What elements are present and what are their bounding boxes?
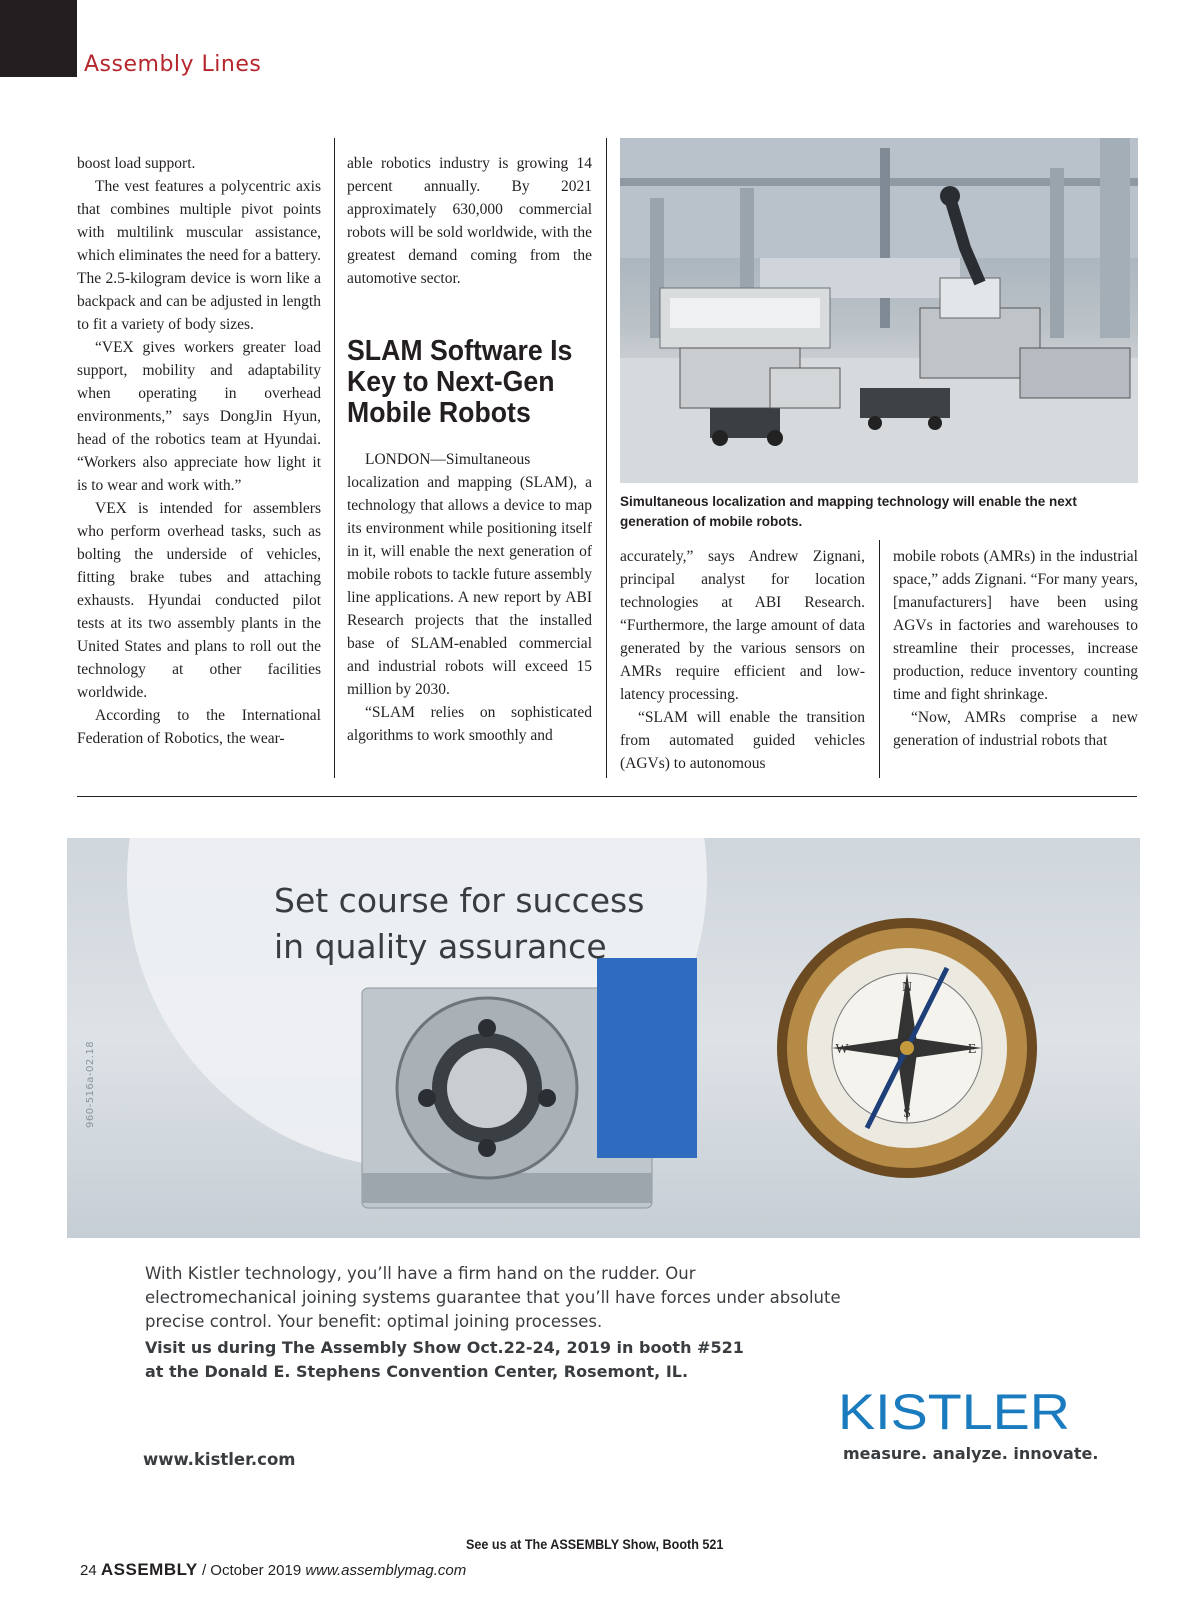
paragraph: able robotics industry is growing 14 percent annually. By 2021 approximately 630,000 commercial robots will be sold worldwide, with the greatest demand coming from the automotive sector. <box>347 155 592 287</box>
ad-headline <box>274 878 644 970</box>
magazine-website[interactable]: www.assemblymag.com <box>305 1562 467 1579</box>
article-column-3 <box>620 545 865 775</box>
paragraph: “Now, AMRs comprise a new generation of industrial robots that <box>893 709 1138 749</box>
photo-caption: Simultaneous localization and mapping technology will enable the next generation of mobile robots. <box>620 494 1077 529</box>
paragraph: LONDON—Simultaneous localization and mapping (SLAM), a technology that allows a device to map its environment while positioning itself in it, will enable the next generation of mobile robots to tackle future assembly line applications. A new report by ABI Research projects that the installed base of SLAM-enabled commercial and industrial robots will exceed 15 million by 2030. <box>347 451 592 698</box>
ad-body-text: With Kistler technology, you’ll have a firm hand on the rudder. Our electromechanical joining systems guarantee that you’ll have forces under absolute precise control. Your benefit: optimal joining processes. <box>145 1264 841 1331</box>
article-column-4 <box>893 545 1138 752</box>
paragraph: mobile robots (AMRs) in the industrial space,” adds Zignani. “For many years, [manufacturers] have been using AGVs in factories and warehouses to streamline their processes, increase production, reduce inventory counting time and fight shrinkage. <box>893 548 1138 703</box>
ad-visit-line: Visit us during The Assembly Show Oct.22-24, 2019 in booth #521 <box>145 1338 744 1357</box>
column-rule <box>879 540 880 778</box>
compass-south-label: S <box>903 1106 911 1121</box>
compass-west-label: W <box>835 1042 849 1057</box>
article-column-2 <box>347 152 592 290</box>
paragraph: boost load support. <box>77 155 196 172</box>
ad-headline-line: in quality assurance <box>274 927 607 966</box>
section-title: Assembly Lines <box>84 52 262 77</box>
section-divider <box>77 796 1137 797</box>
ad-visit-info <box>145 1336 845 1384</box>
paragraph: The vest features a polycentric axis that combines multiple pivot points with multilink muscular assistance, which eliminates the need for a battery. The 2.5-kilogram device is worn like a backpack and can be adjusted in length to fit a variety of body sizes. <box>77 178 321 333</box>
page-number: 24 <box>80 1562 97 1579</box>
kistler-tagline: measure. analyze. innovate. <box>843 1444 1099 1463</box>
column-rule <box>334 138 335 778</box>
paragraph: “SLAM relies on sophisticated algorithms to work smoothly and <box>347 704 592 744</box>
compass-east-label: E <box>967 1042 977 1057</box>
ad-website-link[interactable]: www.kistler.com <box>143 1450 296 1469</box>
paragraph: VEX is intended for assemblers who perform overhead tasks, such as bolting the underside of vehicles, fitting brake tubes and attaching exhausts. Hyundai conducted pilot tests at its two assembly plants in the United States and plans to roll out the technology at other facilities worldwide. <box>77 500 321 701</box>
ad-banner-image <box>67 838 1140 1238</box>
article-column-1 <box>77 152 321 750</box>
kistler-logo-text: KISTLER <box>838 1385 1070 1435</box>
booth-notice: See us at The ASSEMBLY Show, Booth 521 <box>466 1536 724 1552</box>
paragraph: “VEX gives workers greater load support, mobility and adaptability when operating in overhead environments,” says DongJin Hyun, head of the robotics team at Hyundai. “Workers also appreciate how light it is to wear and work with.” <box>77 339 321 494</box>
ad-code: 960-516a-02.18 <box>85 1040 96 1128</box>
issue-date: / October 2019 <box>201 1562 302 1579</box>
kistler-logo <box>838 1385 1070 1435</box>
compass-north-label: N <box>901 980 913 995</box>
corner-block <box>0 0 77 77</box>
paragraph: accurately,” says Andrew Zignani, principal analyst for location technologies at ABI Research. “Furthermore, the large amount of data generated by the various sensors on AMRs require efficient and low-latency processing. <box>620 548 865 703</box>
paragraph: “SLAM will enable the transition from automated guided vehicles (AGVs) to autonomous <box>620 709 865 772</box>
ad-headline-line: Set course for success <box>274 881 645 920</box>
column-rule <box>606 138 607 778</box>
factory-robot-photo <box>620 138 1138 483</box>
magazine-name: ASSEMBLY <box>100 1560 198 1579</box>
article-headline: SLAM Software Is Key to Next-Gen Mobile Robots <box>347 335 573 429</box>
ad-visit-line: at the Donald E. Stephens Convention Center, Rosemont, IL. <box>145 1362 689 1381</box>
article-column-2-bottom <box>347 448 592 747</box>
factory-scene-illustration <box>620 138 1138 483</box>
paragraph: According to the International Federation of Robotics, the wear- <box>77 707 321 747</box>
page-footer <box>80 1560 466 1580</box>
